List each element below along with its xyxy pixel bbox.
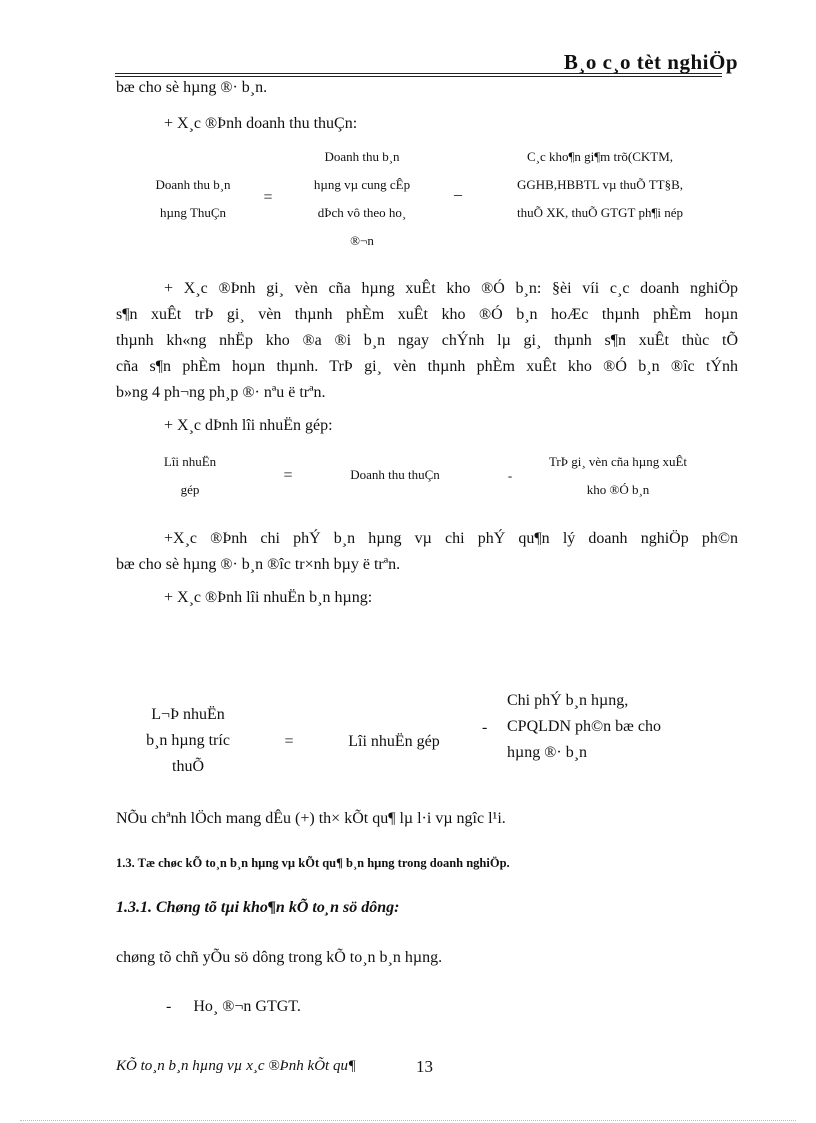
report-title: B¸o c¸o tèt nghiÖp (563, 50, 738, 74)
bullet: - (166, 998, 172, 1015)
heading-gross-profit: + X¸c dÞnh lîi nhuËn gép: (164, 417, 333, 434)
formula3-middle: Lîi nhuËn gép (348, 733, 440, 750)
formula2-equals: = (283, 467, 293, 484)
formula1-middle: Doanh thu b¸n hµng vµ cung cÊp dÞch vô theo ho¸ ®¬n (313, 149, 411, 248)
footer-text: KÕ to¸n b¸n hµng vµ x¸c ®Þnh kÕt qu¶ (116, 1058, 356, 1074)
intro-line: bæ cho sè hµng ®· b¸n. (116, 79, 268, 96)
formula3-left: L¬Þ nhuËn b¸n hµng tríc thuÕ (146, 706, 230, 775)
formula2-left: Lîi nhuËn gép (163, 454, 217, 497)
formula2-right: TrÞ gi¸ vèn cña hµng xuÊt kho ®Ó b¸n (548, 454, 688, 497)
doc-list-item (166, 994, 301, 1020)
page-bottom-divider (20, 1120, 796, 1121)
heading-sales-profit: + X¸c ®Þnh lîi nhuËn b¸n hµng: (164, 589, 373, 606)
doc-item-label: Ho¸ ®¬n GTGT. (193, 998, 301, 1015)
formula2-minus: - (507, 468, 513, 483)
header-rule-top (115, 73, 722, 74)
paragraph-expenses: +X¸c ®Þnh chi phÝ b¸n hµng vµ chi phÝ qu¶n lý doanh nghiÖp ph©n bæ cho sè hµng ®· b¸n ®îc tr×nh bµy ë trªn. (116, 530, 738, 573)
paragraph-cost: + X¸c ®Þnh gi¸ vèn cña hµng xuÊt kho ®Ó b¸n: §èi víi c¸c doanh nghiÖp s¶n xuÊt trÞ gi¸ vèn thµnh phÈm xuÊt kho ®Ó b¸n hoÆc thµnh phÈm hoµn thµnh kh«ng nhËp kho ®a ®i b¸n ngay chÝnh lµ gi¸ thµnh s¶n xuÊt thùc tÕ cña s¶n phÈm hoµn thµnh. TrÞ gi¸ vèn thµnh phÈm xuÊt kho ®Ó b¸n ®îc tÝnh b»ng 4 ph¬ng ph¸p ®· nªu ë trªn. (116, 280, 738, 401)
formula1-right: C¸c kho¶n gi¶m trõ(CKTM, GGHB,HBBTL vµ thuÕ TT§B, thuÕ XK, thuÕ GTGT ph¶i nép (516, 149, 684, 220)
conclusion: NÕu chªnh lÖch mang dÊu (+) th× kÕt qu¶ lµ l·i vµ ngîc l¹i. (116, 810, 506, 827)
formula1-left: Doanh thu b¸n hµng ThuÇn (155, 177, 231, 220)
section-1-3-1-title: 1.3.1. Chøng tõ tµi kho¶n kÕ to¸n sö dông: (116, 899, 400, 916)
formula2-middle: Doanh thu thuÇn (350, 467, 440, 482)
heading-net-revenue: + X¸c ®Þnh doanh thu thuÇn: (164, 115, 358, 132)
section-1-3-title: 1.3. Tæ chøc kÕ to¸n b¸n hµng vµ kÕt qu¶ b¸n hµng trong doanh nghiÖp. (116, 856, 510, 870)
formula3-equals: = (284, 733, 294, 750)
doc-intro: chøng tõ chñ yÕu sö dông trong kÕ to¸n b¸n hµng. (116, 949, 443, 966)
formula3-right: Chi phÝ b¸n hµng, CPQLDN ph©n bæ cho hµng ®· b¸n (507, 692, 661, 761)
formula1-minus: _ (454, 181, 462, 198)
page-number: 13 (416, 1057, 433, 1076)
formula3-minus: - (482, 719, 488, 736)
formula1-equals: = (263, 189, 273, 206)
